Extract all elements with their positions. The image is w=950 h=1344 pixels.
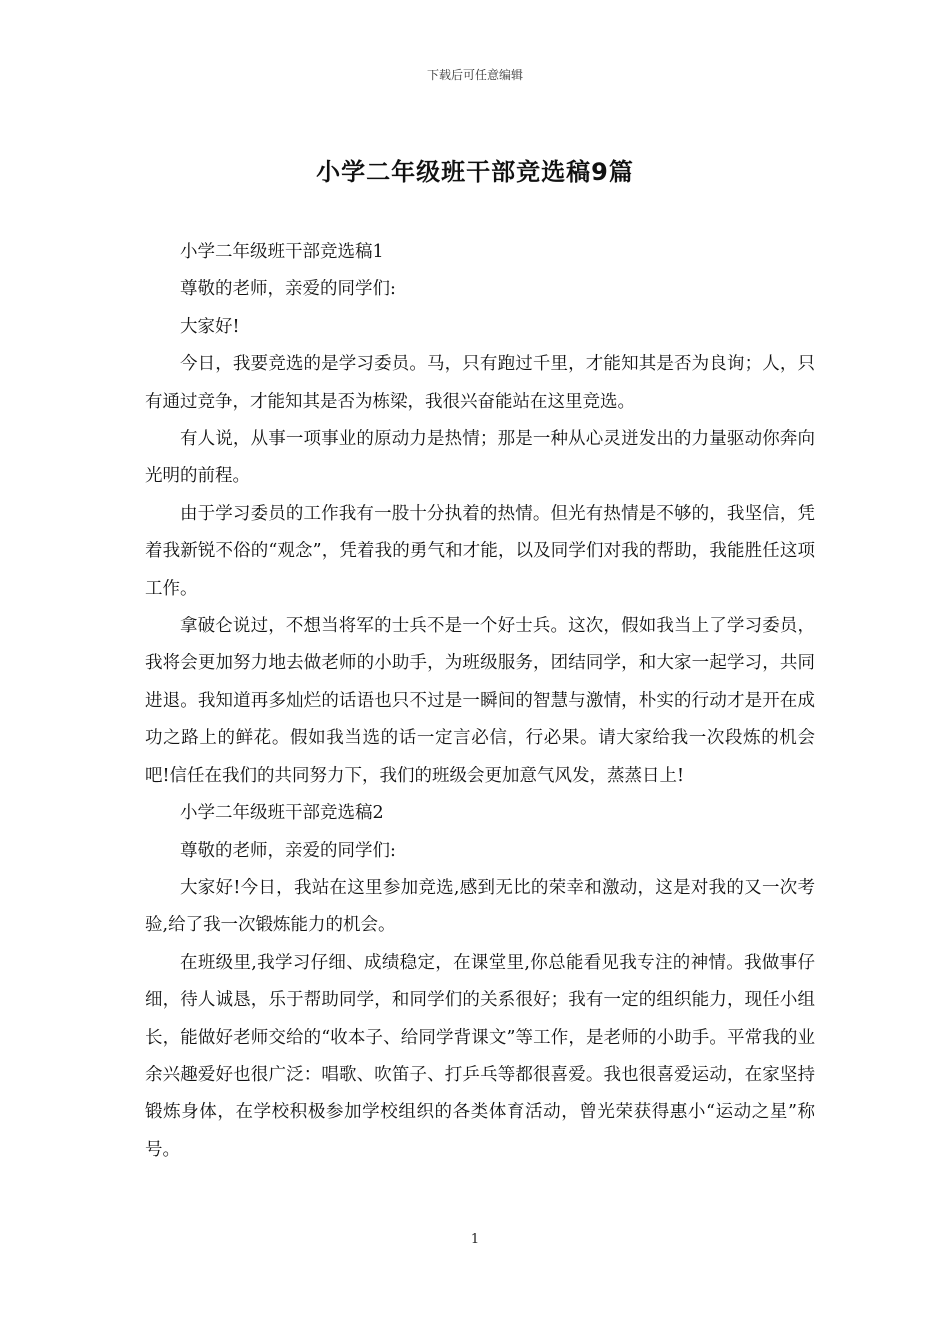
paragraph: 有人说，从事一项事业的原动力是热情；那是一种从心灵迸发出的力量驱动你奔向光明的前程。: [145, 429, 815, 487]
header-note: 下载后可任意编辑: [426, 68, 523, 82]
paragraph: 拿破仑说过，不想当将军的士兵不是一个好士兵。这次，假如我当上了学习委员，我将会更加努力地去做老师的小助手，为班级服务，团结同学，和大家一起学习，共同进退。我知道再多灿烂的话语也只不过是一瞬间的智慧与激情，朴实的行动才是开在成功之路上的鲜花。假如我当选的话一定言必信，行必果。请大家给我一次段炼的机会吧!信任在我们的共同努力下，我们的班级会更加意气风发，蒸蒸日上!: [145, 616, 815, 786]
paragraph: 大家好!今日，我站在这里参加竞选,感到无比的荣幸和激动，这是对我的又一次考验,给了我一次锻炼能力的机会。: [145, 877, 815, 936]
page-number: 1: [470, 1232, 480, 1247]
paragraph-hello: 大家好!: [180, 316, 240, 337]
document-body: [145, 234, 815, 1169]
paragraph-speech-2-heading: 小学二年级班干部竞选稿2: [180, 803, 384, 824]
document-title: 小学二年级班干部竞选稿9篇: [316, 158, 634, 186]
paragraph-greeting-teachers: 尊敬的老师，亲爱的同学们:: [180, 840, 396, 861]
paragraph: 今日，我要竞选的是学习委员。马，只有跑过千里，才能知其是否为良询；人，只有通过竞争，才能知其是否为栋梁，我很兴奋能站在这里竞选。: [145, 354, 815, 412]
paragraph: 在班级里,我学习仔细、成绩稳定，在课堂里,你总能看见我专注的神情。我做事仔细，待人诚恳，乐于帮助同学，和同学们的关系很好；我有一定的组织能力，现任小组长，能做好老师交给的“收本子、给同学背课文”等工作，是老师的小助手。平常我的业余兴趣爱好也很广泛：唱歌、吹笛子、打乒乓等都很喜爱。我也很喜爱运动，在家坚持锻炼身体，在学校积极参加学校组织的各类体育活动，曾光荣获得惠小“运动之星”称号。: [145, 952, 815, 1160]
paragraph: 由于学习委员的工作我有一股十分执着的热情。但光有热情是不够的，我坚信，凭着我新锐不俗的“观念”，凭着我的勇气和才能，以及同学们对我的帮助，我能胜任这项工作。: [145, 503, 815, 599]
paragraph-speech-1-heading: 小学二年级班干部竞选稿1: [180, 242, 384, 262]
paragraph-greeting-teachers: 尊敬的老师，亲爱的同学们:: [180, 279, 396, 300]
